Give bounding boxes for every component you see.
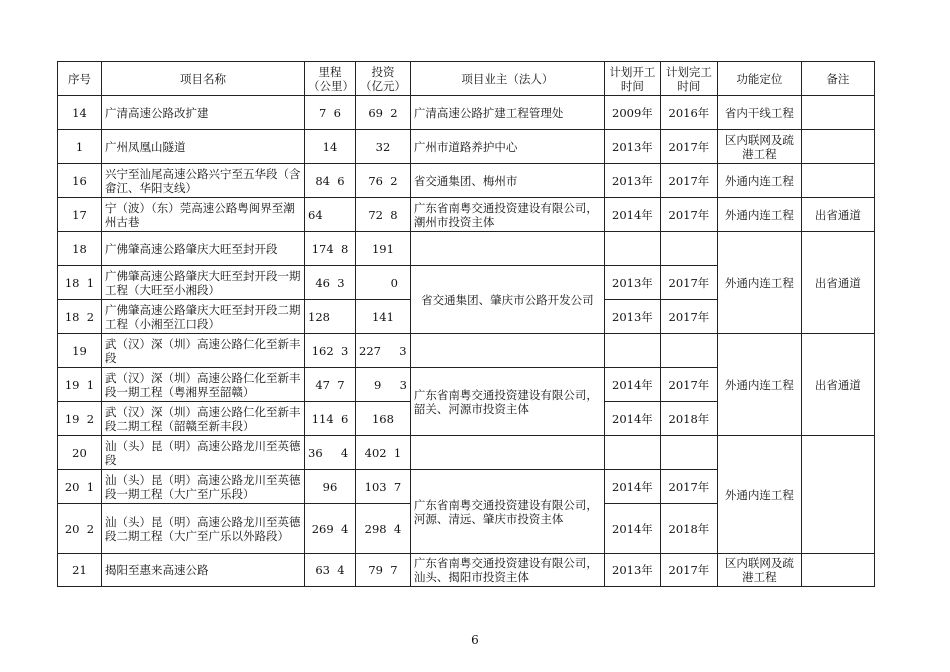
project-table xyxy=(57,61,875,587)
cell-mileage: 36 4 xyxy=(305,436,356,470)
cell-note: 出省通道 xyxy=(801,334,874,436)
cell-name: 武（汉）深（圳）高速公路仁化至新丰段二期工程（韶赣至新丰段） xyxy=(102,402,305,436)
cell-owner: 广东省南粤交通投资建设有限公司，潮州市投资主体 xyxy=(410,198,604,232)
cell-name: 武（汉）深（圳）高速公路仁化至新丰段一期工程（粤湘界至韶赣） xyxy=(102,368,305,402)
cell-name: 广州凤凰山隧道 xyxy=(102,130,305,164)
cell-end: 2017年 xyxy=(660,198,717,232)
cell-func: 外通内连工程 xyxy=(717,164,801,198)
cell-end: 2017年 xyxy=(660,130,717,164)
cell-start: 2014年 xyxy=(604,368,660,402)
cell-name: 广清高速公路改扩建 xyxy=(102,96,305,130)
cell-mileage: 64 xyxy=(305,198,356,232)
cell-name: 汕（头）昆（明）高速公路龙川至英德段 xyxy=(102,436,305,470)
cell-invest: 32 xyxy=(356,130,411,164)
header-row xyxy=(58,62,875,96)
cell-func: 区内联网及疏港工程 xyxy=(717,130,801,164)
cell-invest: 103 7 xyxy=(356,470,411,504)
cell-note xyxy=(801,96,874,130)
cell-start: 2014年 xyxy=(604,470,660,504)
cell-owner: 省交通集团、肇庆市公路开发公司 xyxy=(410,266,604,334)
cell-func: 省内干线工程 xyxy=(717,96,801,130)
cell-start: 2013年 xyxy=(604,130,660,164)
cell-start: 2013年 xyxy=(604,266,660,300)
cell-invest: 0 xyxy=(356,266,411,300)
cell-func: 区内联网及疏港工程 xyxy=(717,554,801,587)
cell-start xyxy=(604,436,660,470)
cell-mileage: 96 xyxy=(305,470,356,504)
cell-owner: 广清高速公路扩建工程管理处 xyxy=(410,96,604,130)
cell-seq: 18 xyxy=(58,232,102,266)
cell-mileage: 47 7 xyxy=(305,368,356,402)
table-row xyxy=(58,232,875,266)
table-row xyxy=(58,130,875,164)
cell-func: 外通内连工程 xyxy=(717,198,801,232)
cell-note xyxy=(801,130,874,164)
cell-invest: 72 8 xyxy=(356,198,411,232)
cell-func: 外通内连工程 xyxy=(717,436,801,554)
cell-seq: 19 xyxy=(58,334,102,368)
header-name: 项目名称 xyxy=(102,62,305,96)
cell-seq: 14 xyxy=(58,96,102,130)
cell-start: 2013年 xyxy=(604,164,660,198)
header-invest: 投资 （亿元） xyxy=(356,62,411,96)
cell-end: 2017年 xyxy=(660,470,717,504)
cell-end xyxy=(660,436,717,470)
header-func: 功能定位 xyxy=(717,62,801,96)
cell-invest: 402 1 xyxy=(356,436,411,470)
cell-note: 出省通道 xyxy=(801,198,874,232)
table-row xyxy=(58,198,875,232)
cell-seq: 17 xyxy=(58,198,102,232)
cell-end: 2018年 xyxy=(660,504,717,554)
cell-name: 揭阳至惠来高速公路 xyxy=(102,554,305,587)
cell-seq: 18 1 xyxy=(58,266,102,300)
cell-seq: 20 xyxy=(58,436,102,470)
cell-owner: 广东省南粤交通投资建设有限公司，河源、清远、肇庆市投资主体 xyxy=(410,470,604,554)
cell-end xyxy=(660,334,717,368)
cell-start: 2009年 xyxy=(604,96,660,130)
cell-start: 2014年 xyxy=(604,402,660,436)
cell-name: 宁（波）（东）莞高速公路粤闽界至潮州古巷 xyxy=(102,198,305,232)
cell-func: 外通内连工程 xyxy=(717,232,801,334)
cell-end: 2017年 xyxy=(660,300,717,334)
cell-start: 2014年 xyxy=(604,198,660,232)
header-start: 计划开工 时间 xyxy=(604,62,660,96)
cell-end xyxy=(660,232,717,266)
cell-invest: 227 3 xyxy=(356,334,411,368)
cell-name: 广佛肇高速公路肇庆大旺至封开段 xyxy=(102,232,305,266)
cell-invest: 69 2 xyxy=(356,96,411,130)
cell-seq: 1 xyxy=(58,130,102,164)
cell-mileage: 84 6 xyxy=(305,164,356,198)
header-mileage: 里程 （公里） xyxy=(305,62,356,96)
cell-mileage: 174 8 xyxy=(305,232,356,266)
cell-start: 2014年 xyxy=(604,504,660,554)
cell-name: 汕（头）昆（明）高速公路龙川至英德段一期工程（大广至广乐段） xyxy=(102,470,305,504)
cell-owner xyxy=(410,334,604,368)
cell-note xyxy=(801,436,874,554)
cell-note xyxy=(801,164,874,198)
cell-func: 外通内连工程 xyxy=(717,334,801,436)
cell-end: 2017年 xyxy=(660,266,717,300)
cell-name: 广佛肇高速公路肇庆大旺至封开段一期工程（大旺至小湘段） xyxy=(102,266,305,300)
page-number: 6 xyxy=(471,633,479,647)
cell-owner xyxy=(410,232,604,266)
cell-seq: 18 2 xyxy=(58,300,102,334)
table-row xyxy=(58,436,875,470)
cell-seq: 21 xyxy=(58,554,102,587)
cell-mileage: 46 3 xyxy=(305,266,356,300)
cell-end: 2017年 xyxy=(660,554,717,587)
cell-owner: 广州市道路养护中心 xyxy=(410,130,604,164)
cell-mileage: 63 4 xyxy=(305,554,356,587)
cell-end: 2018年 xyxy=(660,402,717,436)
cell-invest: 168 xyxy=(356,402,411,436)
cell-mileage: 128 xyxy=(305,300,356,334)
cell-invest: 9 3 xyxy=(356,368,411,402)
cell-mileage: 162 3 xyxy=(305,334,356,368)
cell-start xyxy=(604,232,660,266)
cell-note: 出省通道 xyxy=(801,232,874,334)
cell-seq: 20 2 xyxy=(58,504,102,554)
cell-end: 2017年 xyxy=(660,164,717,198)
table-row xyxy=(58,96,875,130)
cell-owner xyxy=(410,436,604,470)
header-end: 计划完工 时间 xyxy=(660,62,717,96)
cell-start: 2013年 xyxy=(604,300,660,334)
cell-owner: 广东省南粤交通投资建设有限公司，汕头、揭阳市投资主体 xyxy=(410,554,604,587)
header-note: 备注 xyxy=(801,62,874,96)
cell-invest: 191 xyxy=(356,232,411,266)
header-owner: 项目业主（法人） xyxy=(410,62,604,96)
cell-name: 广佛肇高速公路肇庆大旺至封开段二期工程（小湘至江口段） xyxy=(102,300,305,334)
cell-mileage: 114 6 xyxy=(305,402,356,436)
cell-start xyxy=(604,334,660,368)
cell-invest: 76 2 xyxy=(356,164,411,198)
table-row xyxy=(58,334,875,368)
cell-end: 2017年 xyxy=(660,368,717,402)
cell-owner: 省交通集团、梅州市 xyxy=(410,164,604,198)
header-seq: 序号 xyxy=(58,62,102,96)
cell-mileage: 269 4 xyxy=(305,504,356,554)
cell-owner: 广东省南粤交通投资建设有限公司，韶关、河源市投资主体 xyxy=(410,368,604,436)
cell-invest: 298 4 xyxy=(356,504,411,554)
cell-name: 兴宁至汕尾高速公路兴宁至五华段（含畲江、华阳支线） xyxy=(102,164,305,198)
cell-name: 汕（头）昆（明）高速公路龙川至英德段二期工程（大广至广乐以外路段） xyxy=(102,504,305,554)
cell-invest: 79 7 xyxy=(356,554,411,587)
table-row xyxy=(58,164,875,198)
cell-seq: 20 1 xyxy=(58,470,102,504)
cell-invest: 141 xyxy=(356,300,411,334)
cell-mileage: 14 xyxy=(305,130,356,164)
cell-mileage: 7 6 xyxy=(305,96,356,130)
cell-end: 2016年 xyxy=(660,96,717,130)
cell-note xyxy=(801,554,874,587)
cell-seq: 19 2 xyxy=(58,402,102,436)
cell-seq: 19 1 xyxy=(58,368,102,402)
cell-seq: 16 xyxy=(58,164,102,198)
cell-start: 2013年 xyxy=(604,554,660,587)
table-row xyxy=(58,554,875,587)
cell-name: 武（汉）深（圳）高速公路仁化至新丰段 xyxy=(102,334,305,368)
